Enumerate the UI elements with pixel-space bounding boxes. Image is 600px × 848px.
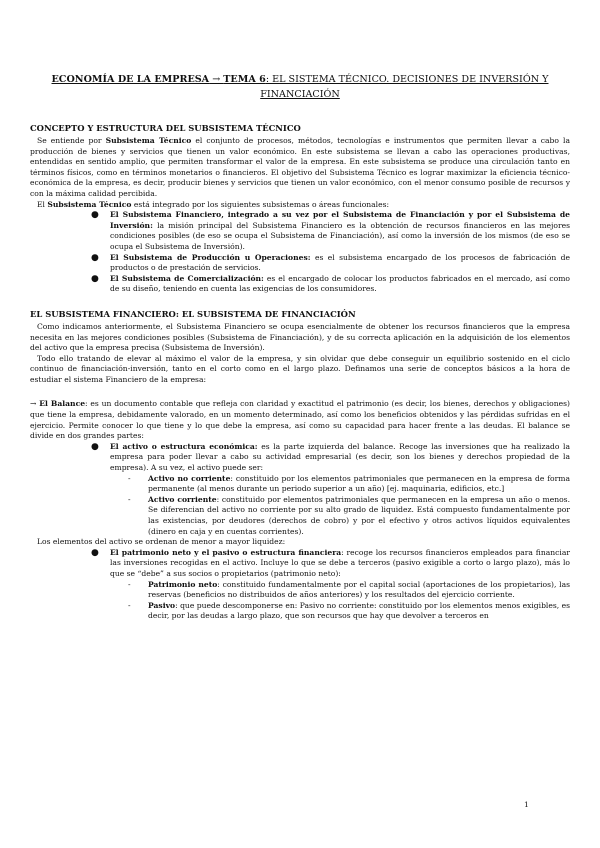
list-item bbox=[30, 253, 570, 274]
paragraph-equilibrio: Todo ello tratando de elevar al máximo el valor de la empresa, y sin olvidar que debe conseguir un equilibrio sostenido en el ciclo continuo de financiación-inversión, tanto en el corto como en el largo plazo. Definamos una serie de conceptos básicos a la hora de estudiar el sistema Financiero de la empresa: bbox=[30, 353, 570, 384]
text-span: es el subsistema encargado de los procesos de fabricación de productos o de prestación de servicios. bbox=[110, 252, 570, 273]
pasivo-sublist bbox=[110, 580, 570, 622]
text-span: es la parte izquierda del balance. Recoge las inversiones que ha realizado la empresa para poder llevar a cabo su actividad empresarial (es decir, son los bienes y derechos propiedad de la empresa). A su vez, el activo puede ser: bbox=[110, 441, 571, 473]
bullet-icon: ● bbox=[91, 210, 99, 221]
paragraph-intro-financiero: Como indicamos anteriormente, el Subsistema Financiero se ocupa esencialmente de obtener los recursos financieros que la empresa necesita en las mejores condiciones posibles (Subsistema de Financiación), y de su correcta aplicación en la adquisición de los elementos del activo que la empresa precisa (Subsistema de Inversión). bbox=[30, 321, 570, 353]
section-heading-financiero: EL SUBSISTEMA FINANCIERO: EL SUBSISTEMA DE FINANCIACIÓN bbox=[30, 308, 356, 319]
text-span: : es un documento contable que refleja con claridad y exactitud el patrimonio (es decir, los bienes, derechos y obligaciones) que tiene la empresa, debidamente valorado, en un momento determinado, así como los beneficios obtenidos y las pérdidas sufridas en el ejercicio. Permite conocer lo que tiene y lo que debe la empresa, así como su capacidad para hacer frente a las deudas. El balance se divide en dos grandes partes: bbox=[30, 399, 570, 441]
bullet-icon: ● bbox=[91, 252, 99, 263]
text-span: es el encargado de colocar los productos fabricados en el mercado, así como de su diseño, teniendo en cuenta las exigencias de los consumidores. bbox=[110, 273, 570, 294]
bold-term: Pasivo bbox=[148, 600, 176, 610]
bullet-icon: ● bbox=[91, 547, 99, 558]
arrow-icon: → bbox=[30, 399, 40, 409]
text-span: : constituido por los elementos patrimoniales que permanecen en la empresa de forma permanente (al menos durante un periodo superior a un año) [ej. maquinaria, edificios, etc.] bbox=[148, 473, 570, 494]
text-span: : recoge los recursos financieros empleados para financiar las inversiones recogidas en el activo. Incluye lo que se debe a terceros (pasivo exigible a corto o largo plazo), más lo que se “debe” a sus socios o propietarios (patrimonio neto): bbox=[110, 547, 570, 578]
text-span: : constituido por elementos patrimoniales que permanecen en la empresa un año o menos. Se diferencian del activo no corriente por su alto grado de liquidez. Está compuesto fundamentalmente por las existencias, por deudores (derechos de cobro) y por el efectivo y otros activos líquidos equivalentes (dinero en caja y en cuentas corrientes). bbox=[148, 494, 570, 536]
dash-icon: - bbox=[128, 494, 131, 504]
text-span: : que puede descomponerse en: Pasivo no corriente: constituido por los elementos menos exigibles, es decir, por las deudas a largo plazo, que son recursos que hay que devolver a terceros en bbox=[148, 600, 570, 621]
text-span: Se entiende por bbox=[37, 136, 106, 145]
paragraph-orden-liquidez: Los elementos del activo se ordenan de menor a mayor liquidez: bbox=[37, 537, 286, 547]
bullet-icon: ● bbox=[91, 273, 99, 284]
sublist-item bbox=[30, 474, 570, 495]
sublist-item bbox=[30, 495, 570, 537]
dash-icon: - bbox=[128, 473, 131, 483]
bold-term: Activo no corriente bbox=[148, 473, 231, 483]
section-heading-concepto: CONCEPTO Y ESTRUCTURA DEL SUBSISTEMA TÉCNICO bbox=[30, 123, 301, 133]
paragraph-balance bbox=[30, 399, 570, 441]
text-span: la misión principal del Subsistema Financiero es la obtención de recursos financieros en las mejores condiciones posibles (de eso se ocupa el Subsistema de Financiación), así como la inversión de los mismos (de eso se ocupa el Subsistema de Inversión). bbox=[110, 220, 570, 251]
dash-icon: - bbox=[128, 579, 131, 589]
bold-term: El Subsistema de Comercialización: bbox=[110, 273, 264, 283]
page-number: 1 bbox=[524, 800, 529, 809]
subsystem-list bbox=[30, 210, 570, 295]
paragraph-integrado bbox=[30, 200, 570, 211]
title-topic-name: : EL SISTEMA TÉCNICO. DECISIONES DE INVERSIÓN Y FINANCIACIÓN bbox=[260, 74, 549, 100]
bold-term: El patrimonio neto y el pasivo o estructura financiera bbox=[110, 547, 342, 557]
bullet-icon: ● bbox=[91, 441, 99, 452]
text-span: : constituido fundamentalmente por el capital social (aportaciones de los propietarios), las reservas (beneficios no distribuidos de años anteriores) y los resultados del ejercicio corriente. bbox=[148, 579, 570, 600]
title-topic-number: TEMA 6 bbox=[223, 74, 266, 85]
paragraph-definicion bbox=[30, 136, 570, 200]
bold-term: Activo corriente bbox=[148, 494, 217, 504]
list-item bbox=[30, 274, 570, 295]
bold-term: El activo o estructura económica: bbox=[110, 441, 258, 451]
page-title bbox=[30, 72, 570, 102]
text-span: El bbox=[37, 199, 48, 209]
balance-parts-list bbox=[30, 442, 570, 537]
bold-term: Subsistema Técnico bbox=[105, 136, 192, 145]
bold-term: El Subsistema Financiero, integrado a su vez por el Subsistema de Financiación y por el Subsistema de Inversión: bbox=[110, 210, 570, 230]
list-item-activo bbox=[30, 442, 570, 537]
title-subject: ECONOMÍA DE LA EMPRESA bbox=[51, 74, 210, 85]
list-item bbox=[30, 210, 570, 252]
document-body bbox=[30, 72, 570, 622]
bold-term: El Subsistema de Producción u Operaciones: bbox=[110, 252, 311, 262]
pasivo-list bbox=[30, 548, 570, 622]
bold-term: Patrimonio neto bbox=[148, 579, 218, 589]
bold-term: El Balance bbox=[39, 399, 86, 409]
bold-term: Subsistema Técnico bbox=[47, 199, 132, 209]
text-span: el conjunto de procesos, métodos, tecnologías e instrumentos que permiten llevar a cabo la producción de bienes y servicios que tienen un valor económico. En este subsistema se llevan a cabo las operaciones productivas, entendidas en sentido amplio, que permiten transformar el valor de la empresa. En este subsistema se produce una circulación tanto en términos físicos, como en términos monetarios o financieros. El objetivo del Subsistema Técnico es lograr maximizar la eficiencia técnico-económica de la empresa, es decir, producir bienes y servicios que tienen un valor económico, con el menor consumo posible de recursos y con la máxima calidad percibida. bbox=[30, 136, 570, 198]
dash-icon: - bbox=[128, 600, 131, 610]
text-span: está integrado por los siguientes subsistemas o áreas funcionales: bbox=[131, 199, 390, 209]
list-item-pasivo bbox=[30, 548, 570, 622]
activo-sublist bbox=[110, 474, 570, 538]
sublist-item bbox=[30, 601, 570, 622]
title-arrow: → bbox=[209, 74, 224, 85]
sublist-item bbox=[30, 580, 570, 601]
